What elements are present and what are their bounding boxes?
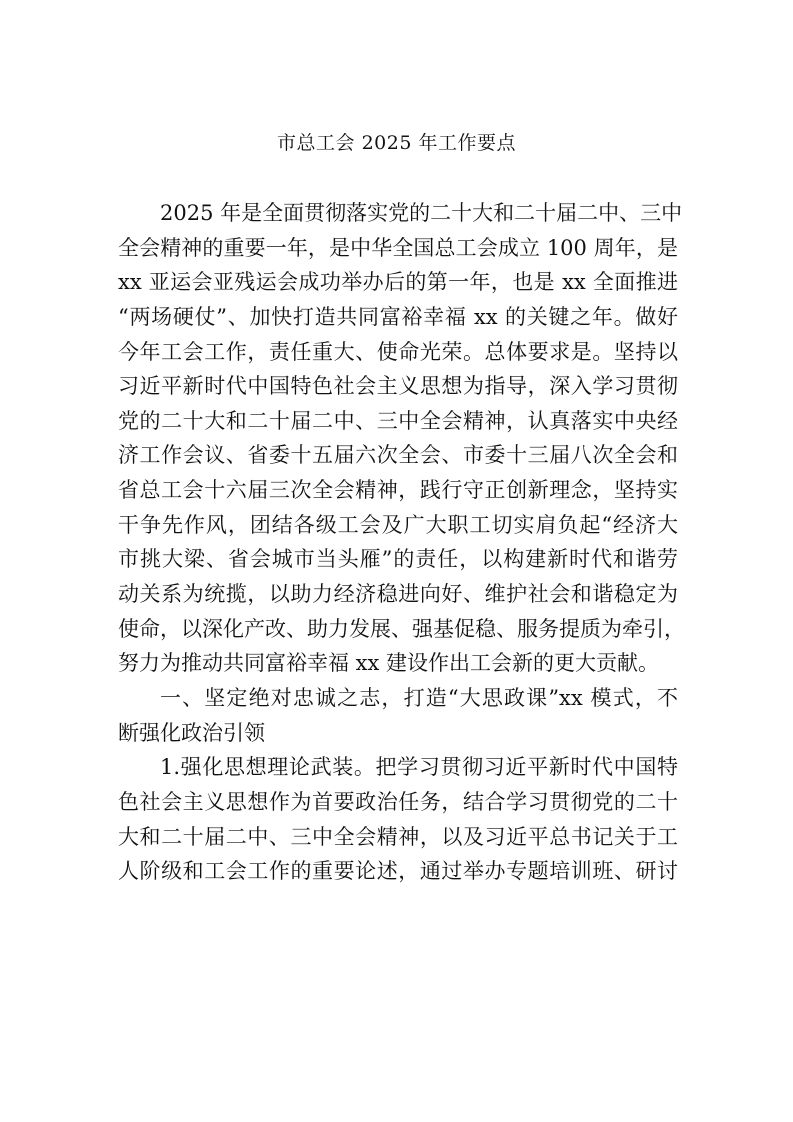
text-line: “两场硬仗”、加快打造共同富裕幸福 xx 的关键之年。做好 — [118, 304, 678, 329]
text-line: 1.强化思想理论武装。把学习贯彻习近平新时代中国特 — [160, 755, 678, 780]
text-line: 今年工会工作，责任重大、使命光荣。总体要求是。坚持以 — [118, 339, 678, 364]
text-line: 习近平新时代中国特色社会主义思想为指导，深入学习贯彻 — [118, 374, 678, 399]
text-line: 大和二十届二中、三中全会精神，以及习近平总书记关于工 — [118, 824, 678, 849]
document-title: 市总工会 2025 年工作要点 — [277, 132, 516, 154]
text-line: 全会精神的重要一年，是中华全国总工会成立 100 周年，是 — [118, 235, 678, 260]
text-line: 党的二十大和二十届二中、三中全会精神，认真落实中央经 — [118, 408, 678, 433]
text-line: 色社会主义思想作为首要政治任务，结合学习贯彻党的二十 — [118, 789, 678, 814]
text-line: 努力为推动共同富裕幸福 xx 建设作出工会新的更大贡献。 — [118, 651, 660, 676]
text-line: 2025 年是全面贯彻落实党的二十大和二十届二中、三中 — [160, 201, 683, 225]
section-heading-line: 断强化政治引领 — [118, 720, 265, 745]
text-line: xx 亚运会亚残运会成功举办后的第一年，也是 xx 全面推进 — [118, 270, 678, 295]
text-line: 动关系为统揽，以助力经济稳进向好、维护社会和谐稳定为 — [118, 582, 678, 607]
section-heading-line: 一、坚定绝对忠诚之志，打造“大思政课”xx 模式，不 — [160, 685, 678, 710]
text-line: 市挑大梁、省会城市当头雁”的责任，以构建新时代和谐劳 — [118, 547, 678, 572]
text-line: 人阶级和工会工作的重要论述，通过举办专题培训班、研讨 — [118, 859, 678, 884]
text-line: 济工作会议、省委十五届六次全会、市委十三届八次全会和 — [118, 443, 678, 468]
text-line: 使命，以深化产改、助力发展、强基促稳、服务提质为牵引， — [118, 616, 685, 641]
text-line: 省总工会十六届三次全会精神，践行守正创新理念，坚持实 — [118, 478, 678, 503]
text-line: 干争先作风，团结各级工会及广大职工切实肩负起“经济大 — [118, 512, 678, 537]
document-body — [118, 196, 685, 889]
